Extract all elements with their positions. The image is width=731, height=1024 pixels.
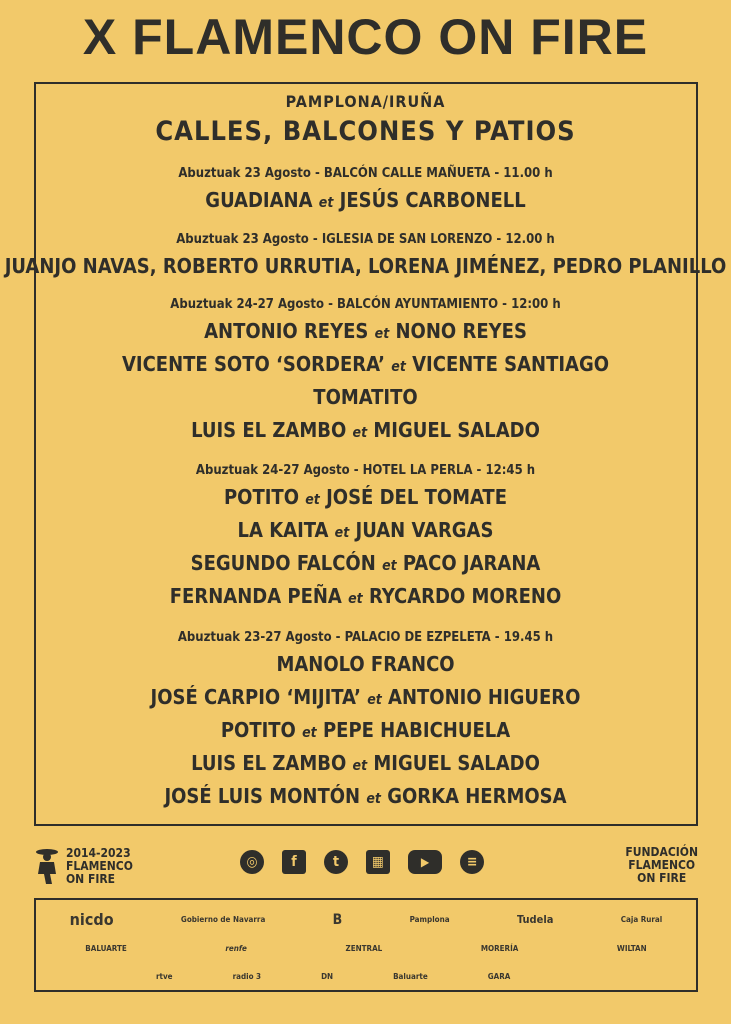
artist-name: FERNANDA PEÑA bbox=[169, 584, 342, 608]
brand-name-1: FLAMENCO bbox=[66, 858, 133, 873]
artist-line bbox=[0, 518, 731, 542]
artist-name: NONO REYES bbox=[395, 319, 527, 343]
artist-name: PACO JARANA bbox=[402, 551, 541, 575]
et-conjunction: et bbox=[305, 492, 320, 508]
artist-name: JOSÉ LUIS MONTÓN bbox=[164, 784, 361, 808]
artist-line bbox=[0, 751, 731, 775]
artist-line bbox=[0, 584, 731, 608]
city-label: PAMPLONA/IRUÑA bbox=[285, 92, 446, 111]
sponsor-logo: DN bbox=[321, 972, 334, 981]
artist-line bbox=[0, 718, 731, 742]
event-date-venue: Abuztuak 24-27 Agosto - BALCÓN AYUNTAMIENTO - 12:00 h bbox=[170, 297, 561, 312]
et-conjunction: et bbox=[352, 425, 368, 441]
et-conjunction: et bbox=[318, 195, 334, 211]
qr-code-icon[interactable]: ▦ bbox=[366, 850, 390, 874]
et-conjunction: et bbox=[391, 359, 406, 375]
social-links bbox=[240, 850, 484, 874]
artist-line bbox=[0, 685, 731, 709]
artist-name: POTITO bbox=[223, 485, 299, 509]
artist-line bbox=[0, 188, 731, 212]
sponsor-logo: Pamplona bbox=[409, 915, 450, 924]
et-conjunction: et bbox=[352, 758, 368, 774]
artist-name: JUAN VARGAS bbox=[355, 518, 494, 542]
artist-name: GUADIANA bbox=[205, 188, 313, 212]
artist-line bbox=[0, 385, 731, 409]
brand-name-2: ON FIRE bbox=[66, 871, 116, 886]
artist-line bbox=[0, 652, 731, 676]
artist-name: MIGUEL SALADO bbox=[373, 751, 540, 775]
artist-line bbox=[0, 319, 731, 343]
brand-right: FUNDACIÓN FLAMENCO ON FIRE bbox=[625, 845, 698, 885]
brand-years: 2014-2023 bbox=[66, 845, 131, 860]
artist-line bbox=[0, 784, 731, 808]
sponsors-row-1 bbox=[36, 910, 696, 929]
sponsor-logo: nicdo bbox=[69, 910, 114, 929]
sponsor-logo: Caja Rural bbox=[620, 915, 663, 924]
sponsors-row-2 bbox=[36, 944, 696, 953]
et-conjunction: et bbox=[382, 558, 397, 574]
artist-name: JUANJO NAVAS, ROBERTO URRUTIA, LORENA JIMÉNEZ, PEDRO PLANILLO bbox=[4, 254, 727, 278]
event-date-venue: Abuztuak 23 Agosto - IGLESIA DE SAN LORENZO - 12.00 h bbox=[176, 232, 555, 247]
artist-name: POTITO bbox=[220, 718, 296, 742]
et-conjunction: et bbox=[302, 725, 317, 741]
et-conjunction: et bbox=[334, 525, 350, 541]
artist-name: LA KAITA bbox=[237, 518, 329, 542]
twitter-icon[interactable]: t bbox=[324, 850, 348, 874]
artist-line bbox=[0, 352, 731, 376]
sponsor-logo: MORERÍA bbox=[480, 944, 519, 953]
artist-name: GORKA HERMOSA bbox=[387, 784, 567, 808]
artist-name: JOSÉ DEL TOMATE bbox=[326, 485, 507, 509]
artist-line bbox=[0, 418, 731, 442]
programme-headline: CALLES, BALCONES Y PATIOS bbox=[155, 116, 576, 147]
poster-title: X FLAMENCO ON FIRE bbox=[82, 9, 649, 65]
sponsor-logo: rtve bbox=[156, 972, 173, 981]
event-date-venue: Abuztuak 23 Agosto - BALCÓN CALLE MAÑUETA - 11.00 h bbox=[178, 166, 553, 181]
spotify-icon[interactable]: ≡ bbox=[460, 850, 484, 874]
artist-name: MANOLO FRANCO bbox=[276, 652, 455, 676]
artist-line bbox=[0, 254, 731, 278]
artist-name: MIGUEL SALADO bbox=[373, 418, 540, 442]
sponsor-logo: WILTAN bbox=[616, 944, 647, 953]
facebook-icon[interactable]: f bbox=[282, 850, 306, 874]
artist-name: VICENTE SOTO ‘SORDERA’ bbox=[121, 352, 386, 376]
artist-name: SEGUNDO FALCÓN bbox=[190, 551, 376, 575]
artist-name: LUIS EL ZAMBO bbox=[191, 418, 347, 442]
artist-name: ANTONIO HIGUERO bbox=[388, 685, 581, 709]
artist-line bbox=[0, 551, 731, 575]
et-conjunction: et bbox=[367, 692, 382, 708]
event-date-venue: Abuztuak 24-27 Agosto - HOTEL LA PERLA - 12:45 h bbox=[195, 463, 536, 478]
event-date-venue: Abuztuak 23-27 Agosto - PALACIO DE EZPELETA - 19.45 h bbox=[177, 630, 554, 645]
sponsors-box bbox=[34, 898, 698, 992]
artist-name: LUIS EL ZAMBO bbox=[191, 751, 347, 775]
flamenco-dancer-logo-icon bbox=[34, 846, 60, 886]
artist-name: RYCARDO MORENO bbox=[368, 584, 562, 608]
et-conjunction: et bbox=[374, 326, 390, 342]
sponsor-logo: radio 3 bbox=[232, 972, 262, 981]
sponsor-logo: Gobierno de Navarra bbox=[180, 915, 266, 924]
artist-line bbox=[0, 485, 731, 509]
artist-name: ANTONIO REYES bbox=[204, 319, 369, 343]
artist-name: PEPE HABICHUELA bbox=[322, 718, 511, 742]
artist-name: TOMATITO bbox=[313, 385, 418, 409]
sponsor-logo: BALUARTE bbox=[85, 944, 127, 953]
sponsors-row-3 bbox=[36, 972, 696, 981]
sponsor-logo: Baluarte bbox=[393, 972, 428, 981]
footer bbox=[34, 840, 698, 888]
artist-name: VICENTE SANTIAGO bbox=[412, 352, 610, 376]
sponsor-logo: GARA bbox=[487, 972, 511, 981]
et-conjunction: et bbox=[348, 591, 363, 607]
artist-name: JESÚS CARBONELL bbox=[339, 188, 526, 212]
sponsor-logo: B bbox=[332, 911, 343, 928]
sponsor-logo: ZENTRAL bbox=[345, 944, 383, 953]
et-conjunction: et bbox=[366, 791, 381, 807]
artist-name: JOSÉ CARPIO ‘MIJITA’ bbox=[150, 685, 361, 709]
youtube-icon[interactable]: ▶ bbox=[408, 850, 442, 874]
instagram-icon[interactable]: ◎ bbox=[240, 850, 264, 874]
brand-left bbox=[34, 846, 133, 886]
sponsor-logo: renfe bbox=[225, 944, 247, 953]
sponsor-logo: Tudela bbox=[516, 913, 554, 926]
